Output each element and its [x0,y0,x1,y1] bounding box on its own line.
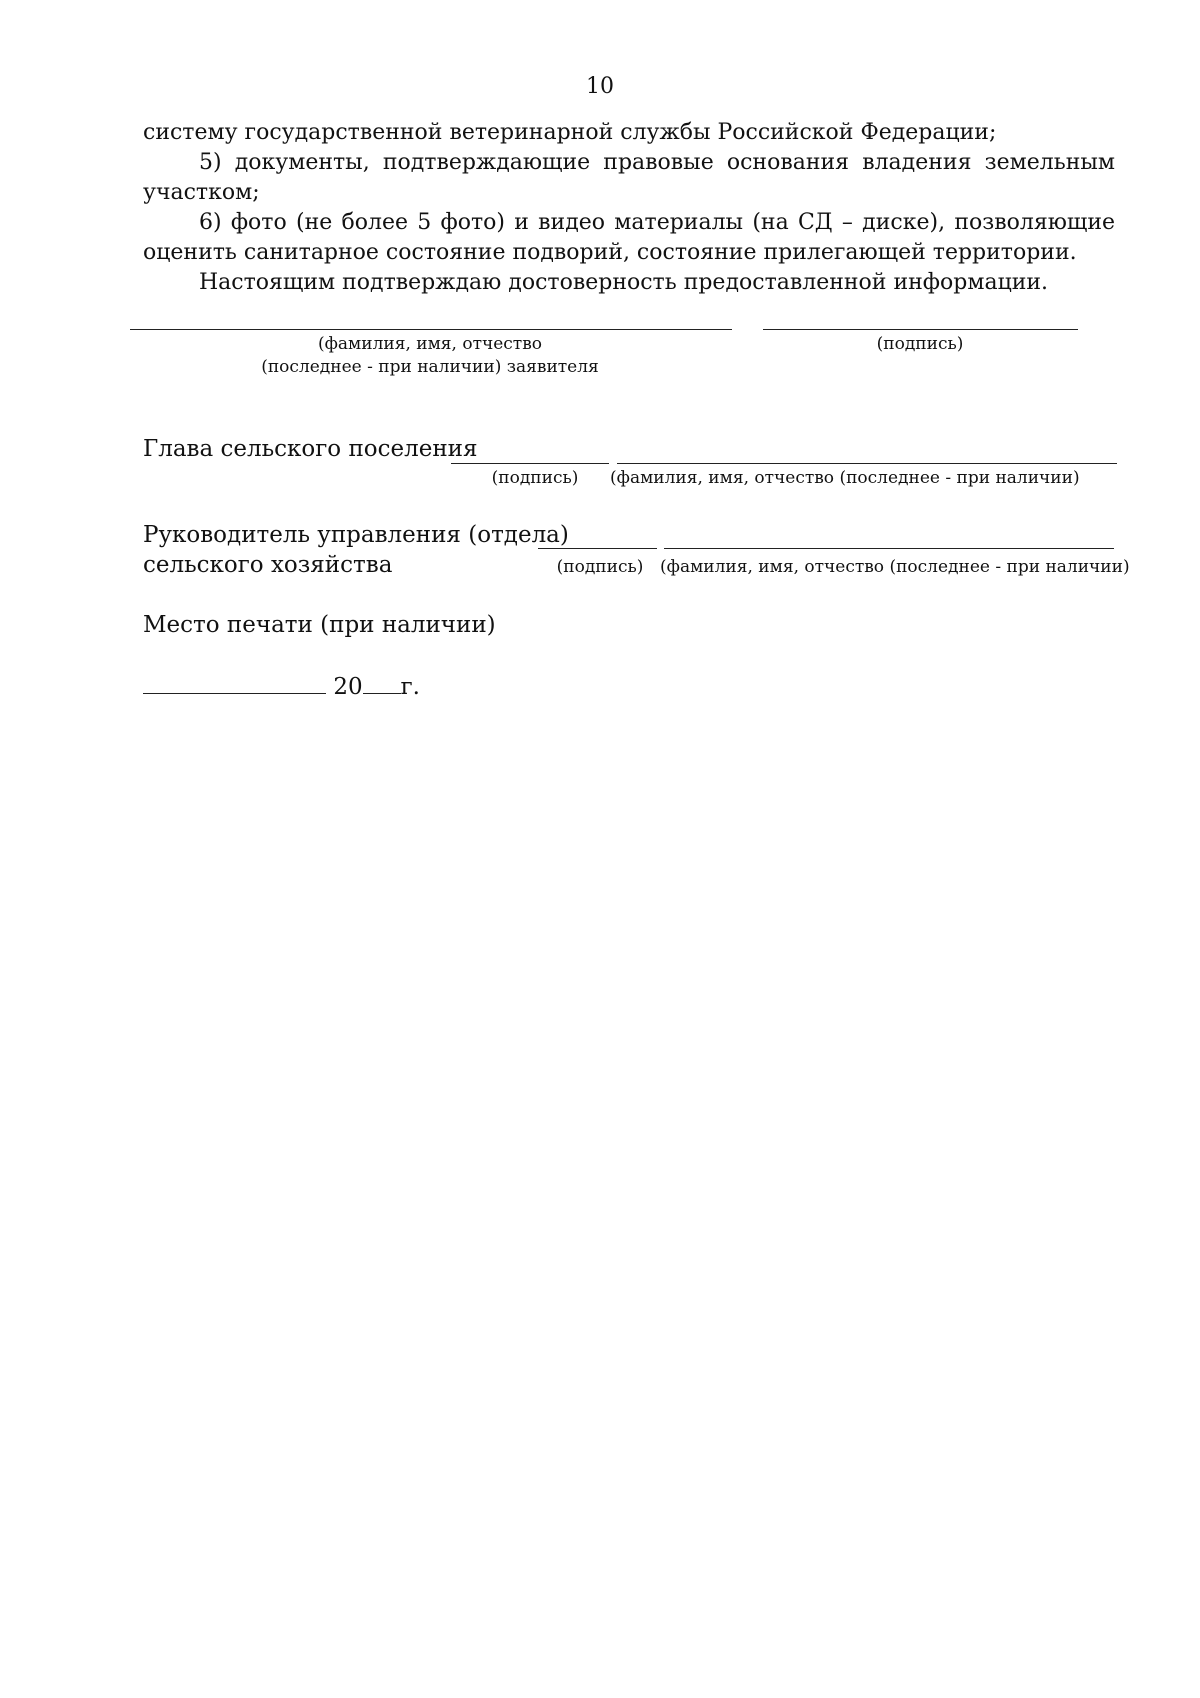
seal-place-label: Место печати (при наличии) [143,612,496,638]
head-settlement-label: Глава сельского поселения [143,436,478,462]
applicant-name-caption-line2: (последнее - при наличии) заявителя [261,357,599,377]
manager-name-caption: (фамилия, имя, отчество (последнее - при наличии) [660,557,1130,577]
manager-signature-caption: (подпись) [556,557,644,577]
head-signature-line[interactable] [451,463,609,464]
applicant-signature-line[interactable] [763,329,1078,330]
applicant-name-caption-line1: (фамилия, имя, отчество [317,334,543,354]
date-year-prefix: 20 [333,674,363,700]
applicant-signature-caption: (подпись) [876,334,964,354]
date-year-suffix: г. [400,674,420,700]
head-name-line[interactable] [617,463,1117,464]
applicant-name-line[interactable] [130,329,732,330]
date-year-blank[interactable] [363,671,401,694]
paragraph-item-5: 5) документы, подтверждающие правовые основания владения земельным участком; [143,150,1115,205]
manager-name-line[interactable] [664,548,1114,549]
paragraph-confirmation: Настоящим подтверждаю достоверность предоставленной информации. [199,270,1049,295]
head-name-caption: (фамилия, имя, отчество (последнее - при наличии) [610,468,1080,488]
manager-label-line1: Руководитель управления (отдела) [143,522,569,548]
head-signature-caption: (подпись) [491,468,579,488]
page-number: 10 [586,74,614,99]
date-line [143,671,420,701]
manager-label-line2: сельского хозяйства [143,552,393,578]
paragraph-item-6: 6) фото (не более 5 фото) и видео материалы (на СД – диске), позволяющие оценить санитарное состояние подворий, состояние прилегающей территории. [143,210,1115,265]
date-day-month-blank[interactable] [143,671,326,694]
paragraph-vet-service: систему государственной ветеринарной службы Российской Федерации; [143,120,997,145]
manager-signature-line[interactable] [538,548,657,549]
